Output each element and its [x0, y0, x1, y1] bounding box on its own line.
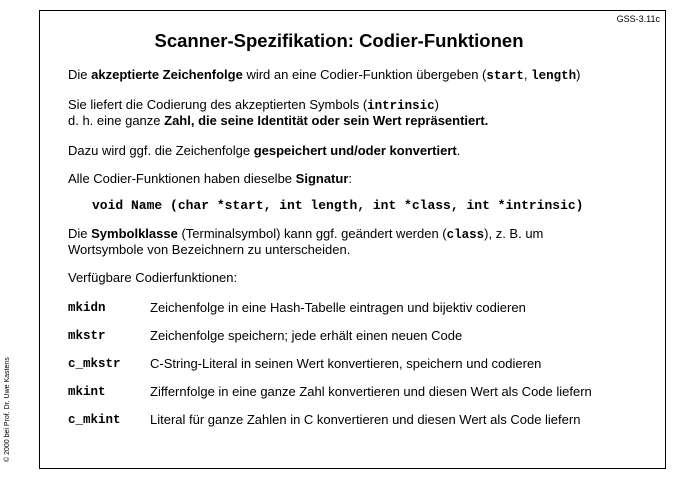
- paragraph-2: Sie liefert die Codierung des akzeptierten Symbols (intrinsic): [68, 97, 440, 113]
- function-description: C-String-Literal in seinen Wert konvertieren, speichern und codieren: [150, 356, 542, 371]
- function-name: mkidn: [68, 301, 106, 315]
- function-description: Literal für ganze Zahlen in C konvertieren und diesen Wert als Code liefern: [150, 412, 581, 427]
- signature-code: void Name (char *start, int length, int *class, int *intrinsic): [92, 198, 584, 213]
- paragraph-3: d. h. eine ganze Zahl, die seine Identität oder sein Wert repräsentiert.: [68, 113, 489, 128]
- function-name: c_mkstr: [68, 357, 121, 371]
- function-name: c_mkint: [68, 413, 121, 427]
- paragraph-1: Die akzeptierte Zeichenfolge wird an eine Codier-Funktion übergeben (start, length): [68, 67, 581, 83]
- paragraph-6: Die Symbolklasse (Terminalsymbol) kann ggf. geändert werden (class), z. B. um: [68, 226, 544, 242]
- paragraph-8: Verfügbare Codierfunktionen:: [68, 270, 238, 285]
- function-description: Zeichenfolge in eine Hash-Tabelle eintragen und bijektiv codieren: [150, 300, 526, 315]
- copyright-note: © 2000 bei Prof. Dr. Uwe Kastens: [4, 357, 11, 462]
- function-description: Ziffernfolge in eine ganze Zahl konvertieren und diesen Wert als Code liefern: [150, 384, 592, 399]
- function-name: mkstr: [68, 329, 106, 343]
- slide-id: GSS-3.11c: [616, 14, 660, 24]
- function-description: Zeichenfolge speichern; jede erhält einen neuen Code: [150, 328, 463, 343]
- function-name: mkint: [68, 385, 106, 399]
- paragraph-4: Dazu wird ggf. die Zeichenfolge gespeichert und/oder konvertiert.: [68, 143, 461, 158]
- page-title: Scanner-Spezifikation: Codier-Funktionen: [154, 30, 524, 51]
- paragraph-5: Alle Codier-Funktionen haben dieselbe Signatur:: [68, 171, 353, 186]
- paragraph-7: Wortsymbole von Bezeichnern zu unterscheiden.: [68, 242, 351, 257]
